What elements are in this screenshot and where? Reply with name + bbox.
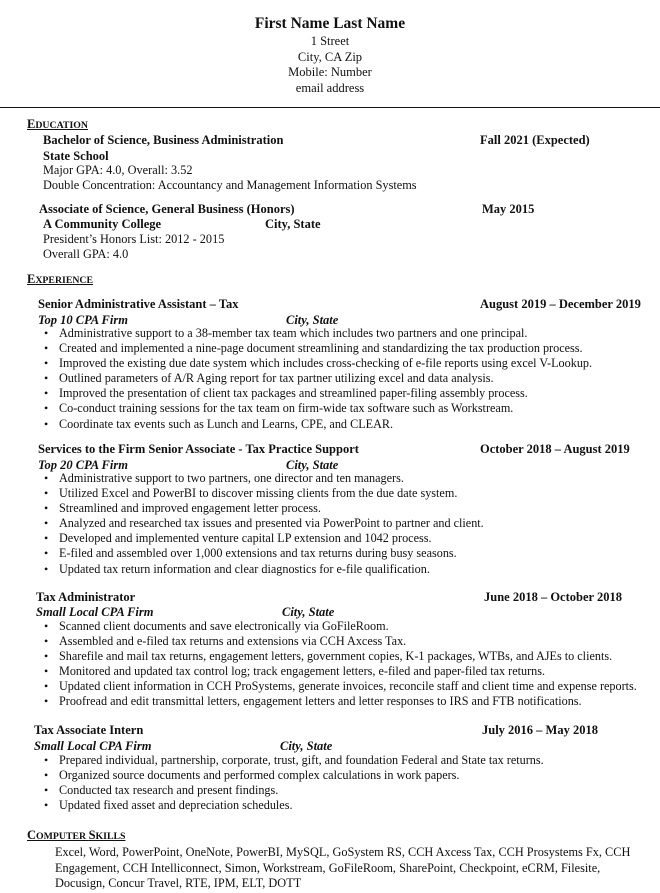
job-1-title: Senior Administrative Assistant – Tax — [38, 297, 239, 311]
list-item: • Updated client information in CCH ProSystems, generate invoices, reconcile staff and client time and expense reports. — [42, 679, 637, 694]
degree-2-gpa: Overall GPA: 4.0 — [43, 247, 129, 261]
job-4-location: City, State — [280, 739, 333, 753]
list-item: • Created and implemented a nine-page document streamlining and standardizing the tax production process. — [42, 341, 592, 356]
degree-2-title: Associate of Science, General Business (Honors) — [39, 202, 295, 216]
degree-1-date: Fall 2021 (Expected) — [480, 133, 590, 147]
degree-1-title: Bachelor of Science, Business Administration — [43, 133, 284, 147]
job-2-bullets — [42, 471, 484, 577]
job-2-firm: Top 20 CPA Firm — [38, 458, 128, 472]
list-item: • E-filed and assembled over 1,000 extensions and tax returns during busy seasons. — [42, 546, 484, 561]
job-1-firm: Top 10 CPA Firm — [38, 313, 128, 327]
list-item: • Improved the existing due date system which includes cross-checking of e-file reports using excel V-Lookup. — [42, 356, 592, 371]
job-3-date: June 2018 – October 2018 — [484, 590, 622, 604]
degree-1-school: State School — [43, 149, 109, 163]
list-item: • Sharefile and mail tax returns, engagement letters, government copies, K-1 packages, WTBs, and AJEs to clients. — [42, 649, 637, 664]
list-item: • Analyzed and researched tax issues and presented via PowerPoint to partner and client. — [42, 516, 484, 531]
list-item: • Organized source documents and performed complex calculations in work papers. — [42, 768, 544, 783]
degree-1-concentration: Double Concentration: Accountancy and Management Information Systems — [43, 178, 417, 192]
list-item: • Assembled and e-filed tax returns and extensions via CCH Axcess Tax. — [42, 634, 637, 649]
list-item: • Administrative support to two partners, one director and ten managers. — [42, 471, 484, 486]
street-address: 1 Street — [310, 34, 350, 48]
computer-skills-heading: COMPUTER SKILLS — [27, 828, 126, 842]
list-item: • Improved the presentation of client tax packages and streamlined paper-filing assembly process. — [42, 386, 592, 401]
resume-header — [0, 14, 660, 96]
list-item: • Streamlined and improved engagement letter process. — [42, 501, 484, 516]
list-item: • Administrative support to a 38-member tax team which includes two partners and one principal. — [42, 326, 592, 341]
email-address: email address — [295, 80, 365, 95]
job-1-location: City, State — [286, 313, 339, 327]
list-item: • Scanned client documents and save electronically via GoFileRoom. — [42, 619, 637, 634]
list-item: • Utilized Excel and PowerBI to discover missing clients from the due date system. — [42, 486, 484, 501]
list-item: • Developed and implemented venture capital LP extension and 1042 process. — [42, 531, 484, 546]
list-item: • Updated fixed asset and depreciation schedules. — [42, 798, 544, 813]
candidate-name: First Name Last Name — [254, 15, 406, 32]
job-4-firm: Small Local CPA Firm — [34, 739, 152, 753]
job-2-date: October 2018 – August 2019 — [480, 442, 630, 456]
computer-skills-list: Excel, Word, PowerPoint, OneNote, PowerBI, MySQL, GoSystem RS, CCH Axcess Tax, CCH Prosystems Fx, CCH Engagement, CCH Intelliconnect, Simon, Workstream, GoFileRoom, SharePoint, Checkpoint, eCRM, Filesite, Docusign, Concur Travel, RTE, IPM, ELT, DOTT — [55, 845, 631, 890]
job-1-date: August 2019 – December 2019 — [480, 297, 641, 311]
job-2-title: Services to the Firm Senior Associate - Tax Practice Support — [38, 442, 359, 456]
list-item: • Co-conduct training sessions for the tax team on firm-wide tax software such as Workstream. — [42, 401, 592, 416]
degree-1-gpa: Major GPA: 4.0, Overall: 3.52 — [43, 163, 193, 177]
list-item: • Updated tax return information and clear diagnostics for e-file qualification. — [42, 562, 484, 577]
job-2-location: City, State — [286, 458, 339, 472]
degree-2-school: A Community College — [43, 217, 162, 231]
job-4-date: July 2016 – May 2018 — [482, 723, 598, 737]
job-4-title: Tax Associate Intern — [34, 723, 144, 737]
mobile-number: Mobile: Number — [288, 65, 372, 79]
degree-2-location: City, State — [265, 217, 321, 231]
city-state-zip: City, CA Zip — [297, 49, 363, 64]
education-heading: EDUCATION — [27, 117, 88, 131]
list-item: • Outlined parameters of A/R Aging report for tax partner utilizing excel and data analysis. — [42, 371, 592, 386]
list-item: • Prepared individual, partnership, corporate, trust, gift, and foundation Federal and State tax returns. — [42, 753, 544, 768]
degree-2-date: May 2015 — [482, 202, 535, 216]
degree-2-honors: President’s Honors List: 2012 - 2015 — [43, 232, 225, 246]
list-item: • Coordinate tax events such as Lunch and Learns, CPE, and CLEAR. — [42, 417, 592, 432]
header-divider — [0, 107, 660, 108]
job-3-firm: Small Local CPA Firm — [36, 605, 154, 619]
job-3-location: City, State — [282, 605, 335, 619]
list-item: • Proofread and edit transmittal letters, engagement letters and letter responses to IRS and FTB notifications. — [42, 694, 637, 709]
job-4-bullets — [42, 753, 544, 813]
job-3-title: Tax Administrator — [36, 590, 136, 604]
job-1-bullets — [42, 326, 592, 432]
experience-heading: EXPERIENCE — [27, 272, 94, 286]
job-3-bullets — [42, 619, 637, 710]
list-item: • Monitored and updated tax control log; track engagement letters, e-filed and paper-filed tax returns. — [42, 664, 637, 679]
list-item: • Conducted tax research and present findings. — [42, 783, 544, 798]
